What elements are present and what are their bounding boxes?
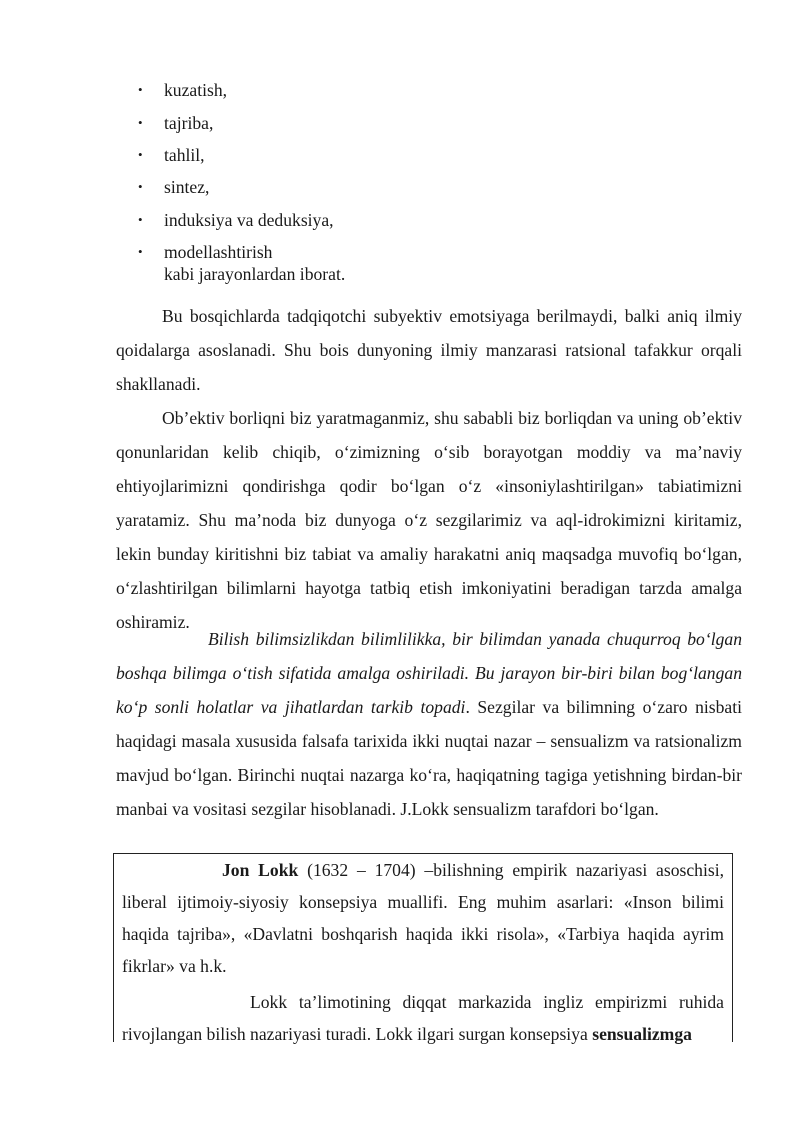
paragraph-2: Ob’ektiv borliqni biz yaratmaganmiz, shu sababli biz borliqdan va uning ob’ektiv qonunlaridan kelib chiqib, o‘zimizning o‘sib borayotgan moddiy va ma’naviy ehtiyojlarimizni qondirishga qodir bo‘lgan o‘z «insoniylashtirilgan» tabiatimizni yaratamiz. Shu ma’noda biz dunyoga o‘z sezgilarimiz va aql-idrokimizni kiritamiz, lekin bunday kiritishni biz tabiat va amaliy harakatni aniq maqsadga muvofiq bo‘lgan, o‘zlashtirilgan bilimlarni hayotga tatbiq etish imkoniyatini beradigan tarzda amalga oshiramiz. [116,408,742,632]
biography-teaching: Lokk ta’limotining diqqat markazida ingliz empirizmi ruhida rivojlangan bilish nazariyasi turadi. Lokk ilgari surgan konsepsiya sensualizmga [122,992,724,1044]
list-conclusion: kabi jarayonlardan iborat. [164,264,346,284]
list-item: • induksiya va deduksiya, [138,209,334,230]
paragraph-3-italic: Bilish bilimsizlikdan bilimlilikka, bir bilimdan yanada chuqurroq bo‘lgan boshqa bilimga o‘tish sifatida amalga oshiriladi. Bu jarayon bir-biri bilan bog‘langan ko‘p sonli holatlar va jihatlardan tarkib topadi [116,629,742,717]
biography-name: Jon Lokk [222,860,299,880]
paragraph-1: Bu bosqichlarda tadqiqotchi subyektiv emotsiyaga berilmaydi, balki aniq ilmiy qoidalarga asoslanadi. Shu bois dunyoning ilmiy manzarasi ratsional tafakkur orqali shakllanadi. [116,306,742,394]
paragraph-3 [116,622,742,826]
list-item: • sintez, [138,177,210,198]
list-item: • tajriba, [138,112,214,133]
list-item: • kuzatish, [138,80,228,101]
bullet-icon: • [138,114,143,130]
bullet-icon: • [138,179,143,195]
method-list [138,74,334,268]
list-item: • tahlil, [138,144,205,165]
bullet-icon: • [138,82,143,98]
list-item: • modellashtirish [138,242,273,263]
bullet-icon: • [138,211,143,227]
bullet-icon: • [138,244,143,260]
paragraph-3-rest: . Sezgilar va bilimning o‘zaro nisbati haqidagi masala xususida falsafa tarixida ikki nuqtai nazar – sensualizm va ratsionalizm mavjud bo‘lgan. Birinchi nuqtai nazarga ko‘ra, haqiqatning tagiga yetishning birdan-bir manbai va vositasi sezgilar hisoblanadi. J.Lokk sensualizm tarafdori bo‘lgan. [116,697,742,819]
biography-box [113,853,733,1042]
bullet-icon: • [138,146,143,162]
biography-text: Jon Lokk (1632 – 1704) –bilishning empirik nazariyasi asoschisi, liberal ijtimoiy-siyosiy konsepsiya muallifi. Eng muhim asarlari: «Inson bilimi haqida tajriba», «Davlatni boshqarish haqida ikki risola», «Tarbiya haqida ayrim fikrlar» va h.k. [122,860,724,976]
